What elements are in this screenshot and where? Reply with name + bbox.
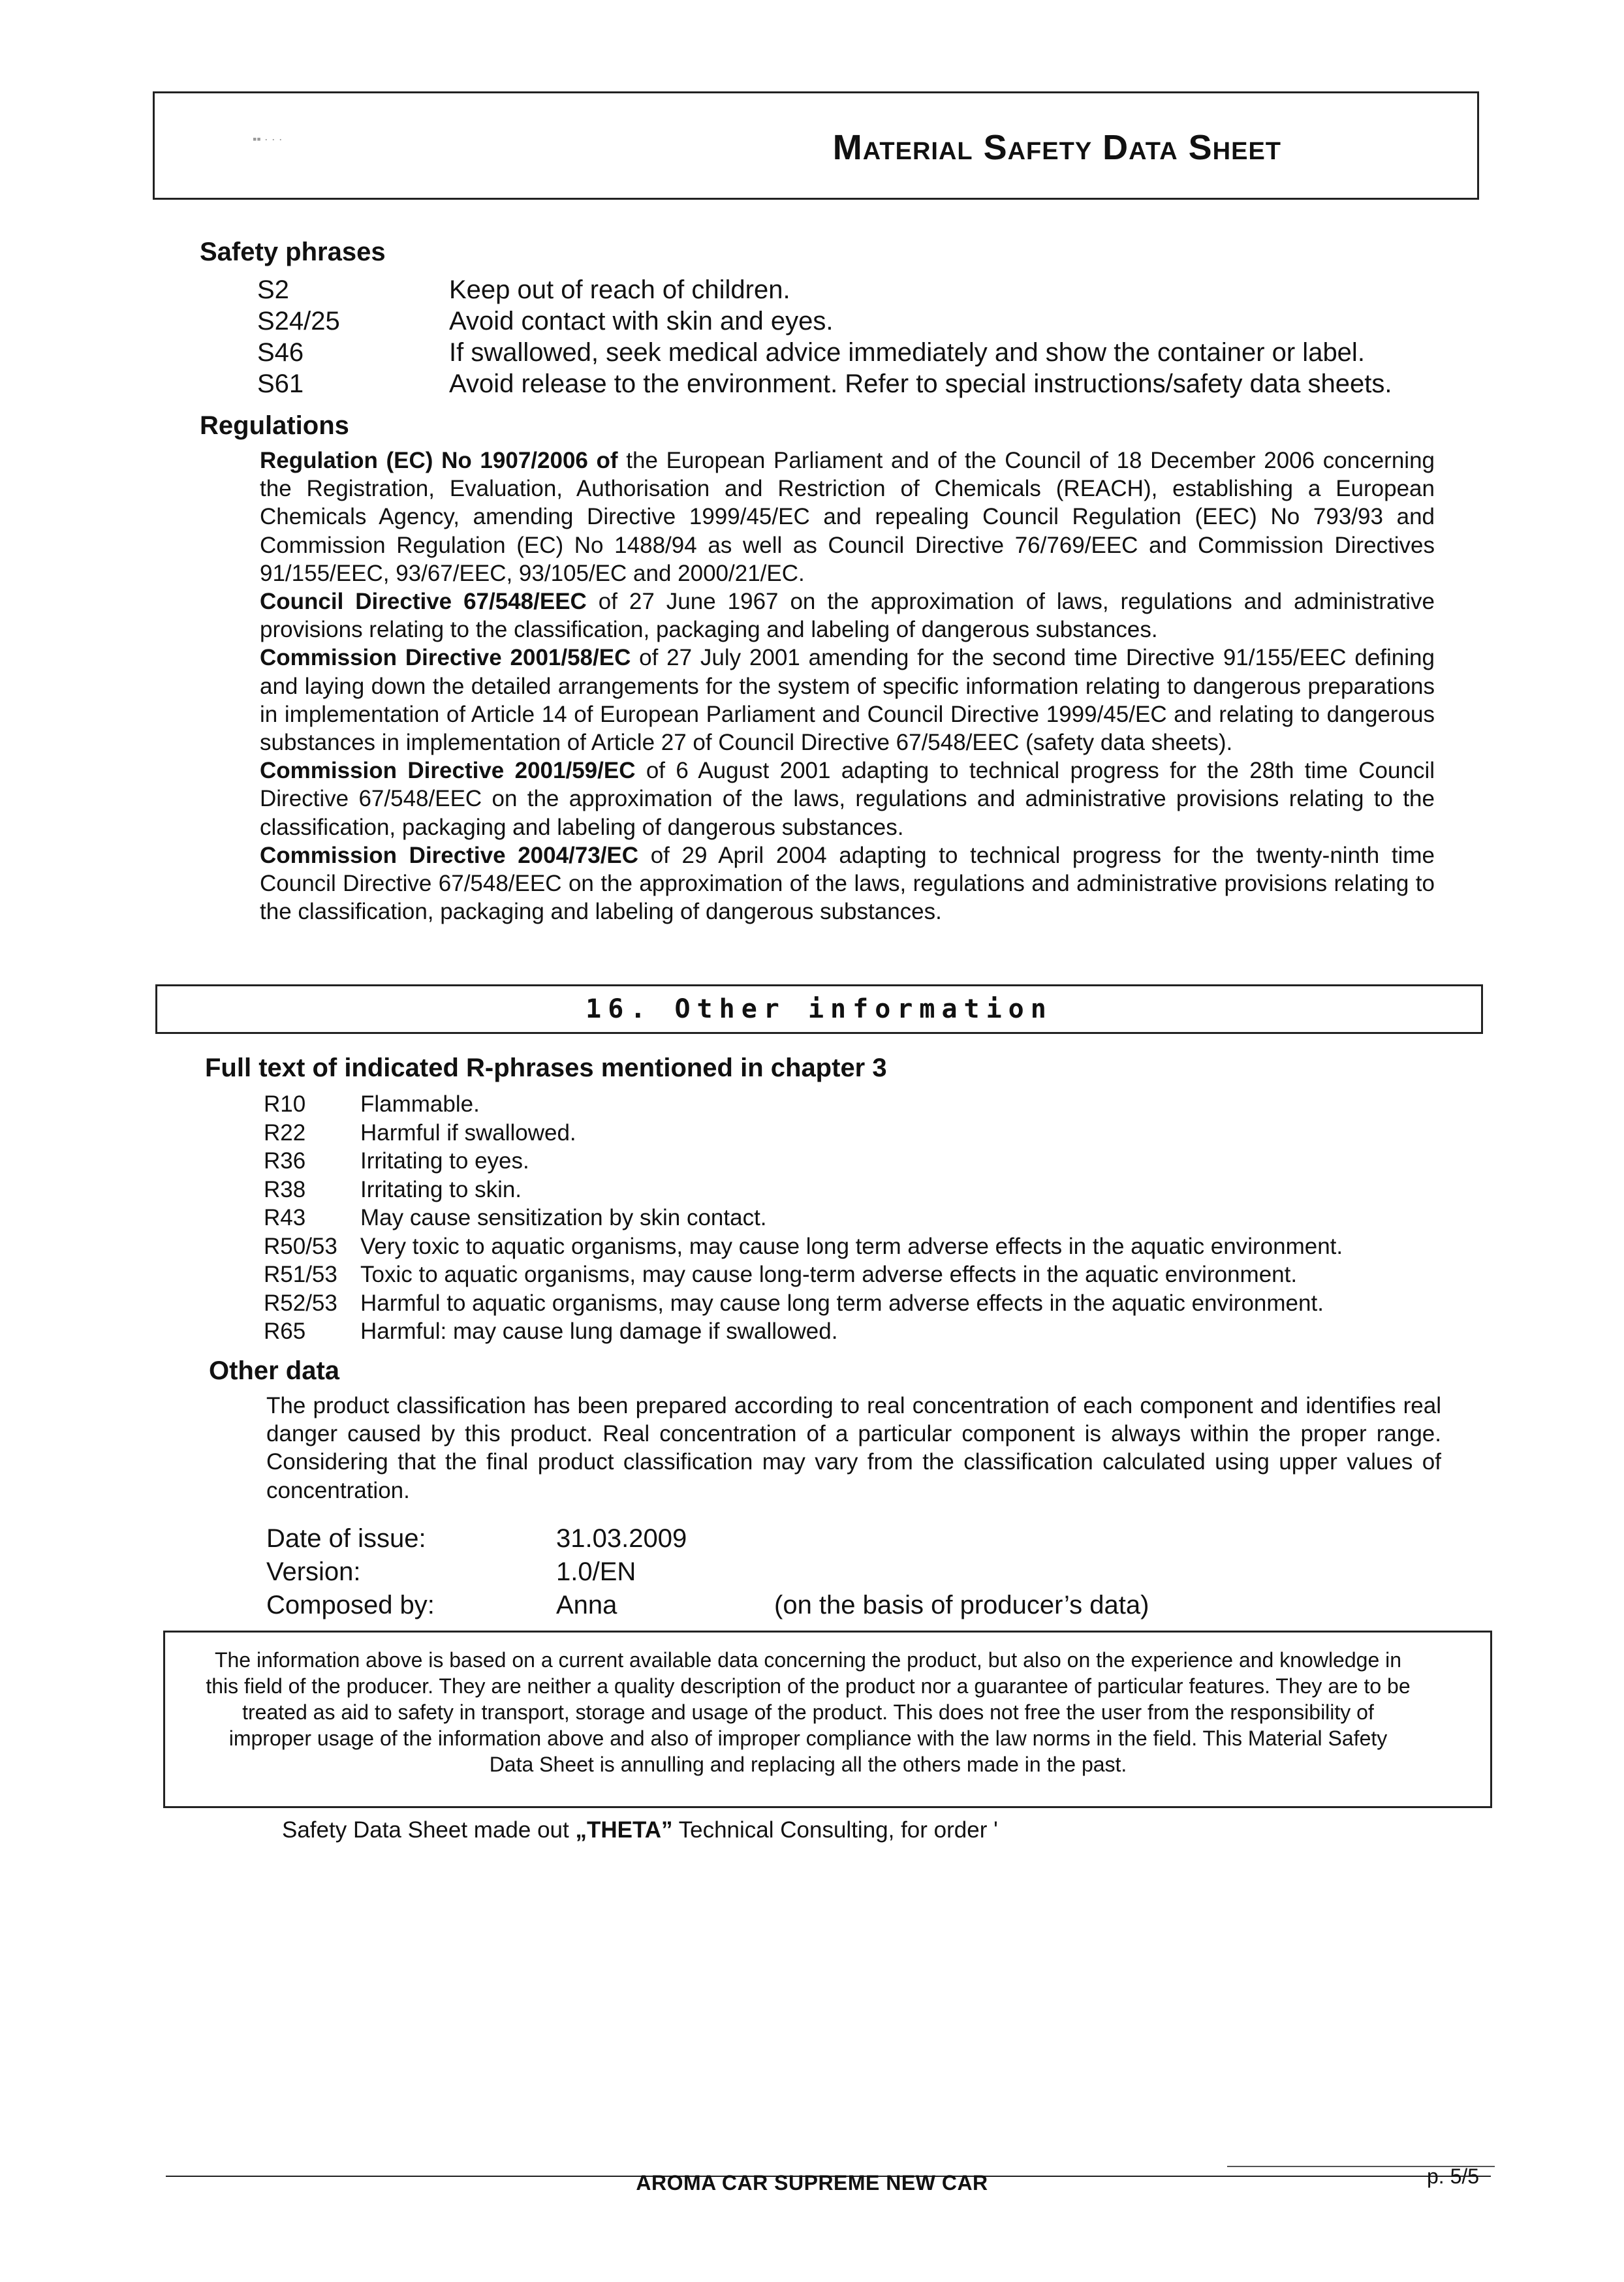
regulation-ref: Regulation (EC) No 1907/2006 of — [260, 448, 618, 473]
page-number: p. 5/5 — [1427, 2165, 1480, 2188]
r-code: R52/53 — [264, 1290, 337, 1316]
phrase-text: Keep out of reach of children. — [449, 275, 790, 304]
composed-value: Anna — [556, 1591, 617, 1619]
r-code: R10 — [264, 1091, 306, 1117]
regulations-body — [260, 446, 1435, 926]
header-box — [153, 91, 1479, 200]
safety-phrases-heading: Safety phrases — [200, 238, 386, 266]
r-text: Very toxic to aquatic organisms, may cause long term adverse effects in the aquatic environment. — [360, 1233, 1343, 1259]
r-phrase-row — [264, 1260, 1504, 1289]
r-phrase-row — [264, 1204, 1504, 1232]
r-text: Toxic to aquatic organisms, may cause long-term adverse effects in the aquatic environment. — [360, 1262, 1298, 1287]
phrase-code: S46 — [257, 338, 304, 367]
r-code: R65 — [264, 1319, 306, 1344]
r-text: Harmful to aquatic organisms, may cause long term adverse effects in the aquatic environment. — [360, 1290, 1324, 1316]
made-out-prefix: Safety Data Sheet made out — [282, 1817, 576, 1843]
r-phrases-heading: Full text of indicated R-phrases mentioned in chapter 3 — [205, 1054, 887, 1082]
other-data-text: The product classification has been prepared according to real concentration of each component and identifies real danger caused by this product. Real concentration of a particular component is always within the proper range. Considering that the final product classification may vary from the classification calculated using upper values of concentration. — [266, 1393, 1441, 1503]
made-out-suffix: Technical Consulting, for order ' — [672, 1817, 998, 1843]
r-text: Irritating to skin. — [360, 1176, 522, 1202]
regulation-text: the European Parliament and of the Council of 18 December 2006 concerning the Registration, Evaluation, Authorisation and Restriction of Chemicals (REACH), establishing a European Chemicals Agency, amending Directive 1999/45/EC and repealing Council Regulation (EEC) No 793/93 and Commission Regulation (EC) No 1488/94 as well as Council Directive 76/769/EEC and Commission Directives 91/155/EEC, 93/67/EEC, 93/105/EC and 2000/21/EC. — [260, 448, 1435, 586]
regulation-entry — [260, 841, 1435, 926]
r-text: Harmful: may cause lung damage if swallowed. — [360, 1319, 838, 1344]
version-row — [266, 1555, 1441, 1589]
r-code: R36 — [264, 1148, 306, 1174]
r-phrase-row — [264, 1176, 1504, 1204]
version-label: Version: — [266, 1557, 361, 1586]
r-phrase-row — [264, 1147, 1504, 1176]
phrase-text: Avoid contact with skin and eyes. — [449, 307, 834, 336]
document-title: Material Safety Data Sheet — [832, 128, 1281, 167]
date-of-issue-row — [266, 1522, 1441, 1555]
regulation-ref: Commission Directive 2001/59/EC — [260, 758, 636, 784]
r-phrase-row — [264, 1289, 1504, 1318]
made-out-company: „THETA” — [575, 1817, 673, 1843]
r-code: R43 — [264, 1205, 306, 1230]
regulation-ref: Commission Directive 2001/58/EC — [260, 645, 631, 671]
made-out-line — [282, 1817, 998, 1843]
regulation-text: of 6 August 2001 adapting to technical progress for the 28th time Council Directive 67/548/EEC on the approximation of the laws, regulations and administrative provisions relating to the classification, packaging and labeling of dangerous substances. — [260, 758, 1435, 840]
phrase-code: S24/25 — [257, 307, 340, 336]
footer-product-name: AROMA CAR SUPREME NEW CAR — [636, 2171, 988, 2195]
composed-note: (on the basis of producer’s data) — [774, 1591, 1149, 1619]
r-text: May cause sensitization by skin contact. — [360, 1205, 767, 1230]
phrase-text: If swallowed, seek medical advice immediately and show the container or label. — [449, 338, 1365, 367]
phrase-text: Avoid release to the environment. Refer to special instructions/safety data sheets. — [449, 369, 1392, 398]
other-data-heading: Other data — [209, 1356, 340, 1385]
r-code: R38 — [264, 1176, 306, 1202]
r-phrase-row — [264, 1317, 1504, 1346]
composed-label: Composed by: — [266, 1591, 435, 1619]
regulation-ref: Commission Directive 2004/73/EC — [260, 842, 639, 868]
r-code: R51/53 — [264, 1262, 337, 1287]
r-text: Flammable. — [360, 1091, 480, 1117]
disclaimer-box — [163, 1631, 1492, 1808]
regulation-text: of 27 July 2001 amending for the second time Directive 91/155/EEC defining and laying down the detailed arrangements for the system of specific information relating to dangerous preparations in implementation of Article 14 of European Parliament and Council Directive 1999/45/EC and relating to dangerous substances in implementation of Article 27 of Council Directive 67/548/EEC (safety data sheets). — [260, 645, 1435, 756]
r-phrase-row — [264, 1119, 1504, 1148]
composed-by-row — [266, 1589, 1441, 1622]
regulation-entry — [260, 446, 1435, 587]
r-code: R50/53 — [264, 1233, 337, 1259]
safety-phrase-row — [257, 305, 1497, 337]
regulation-entry — [260, 587, 1435, 644]
r-phrase-row — [264, 1232, 1504, 1261]
safety-phrase-row — [257, 274, 1497, 305]
regulation-text: of 27 June 1967 on the approximation of laws, regulations and administrative provisions relating to the classification, packaging and labeling of dangerous substances. — [260, 589, 1435, 643]
regulation-text: of 29 April 2004 adapting to technical progress for the twenty-ninth time Council Directive 67/548/EEC on the approximation of the laws, regulations and administrative provisions relating to the classification, packaging and labeling of dangerous substances. — [260, 842, 1435, 925]
date-label: Date of issue: — [266, 1524, 426, 1553]
r-phrase-row — [264, 1090, 1504, 1119]
r-code: R22 — [264, 1119, 306, 1146]
logo-smudge: ▪▪ · · · — [253, 133, 283, 146]
safety-phrase-row — [257, 337, 1497, 368]
version-value: 1.0/EN — [556, 1557, 636, 1586]
regulation-entry — [260, 757, 1435, 841]
regulation-ref: Council Directive 67/548/EEC — [260, 589, 587, 615]
safety-phrase-row — [257, 368, 1497, 399]
r-text: Irritating to eyes. — [360, 1148, 529, 1174]
regulation-entry — [260, 644, 1435, 757]
r-text: Harmful if swallowed. — [360, 1119, 576, 1146]
r-phrases-list — [264, 1090, 1504, 1351]
disclaimer-text: The information above is based on a current available data concerning the product, but also on the experience and knowledge in this field of the producer. They are neither a quality description of the product nor a guarantee of particular features. They are to be treated as aid to safety in transport, storage and usage of the product. This does not free the user from the responsibility of improper usage of the information above and also of improper compliance with the law norms in the field. This Material Safety Data Sheet is annulling and replacing all the others made in the past. — [206, 1648, 1411, 1776]
section-16-box — [155, 984, 1483, 1034]
date-value: 31.03.2009 — [556, 1524, 687, 1553]
section-16-title: 16. Other information — [586, 994, 1053, 1024]
phrase-code: S61 — [257, 369, 304, 398]
phrase-code: S2 — [257, 275, 289, 304]
regulations-heading: Regulations — [200, 411, 349, 440]
